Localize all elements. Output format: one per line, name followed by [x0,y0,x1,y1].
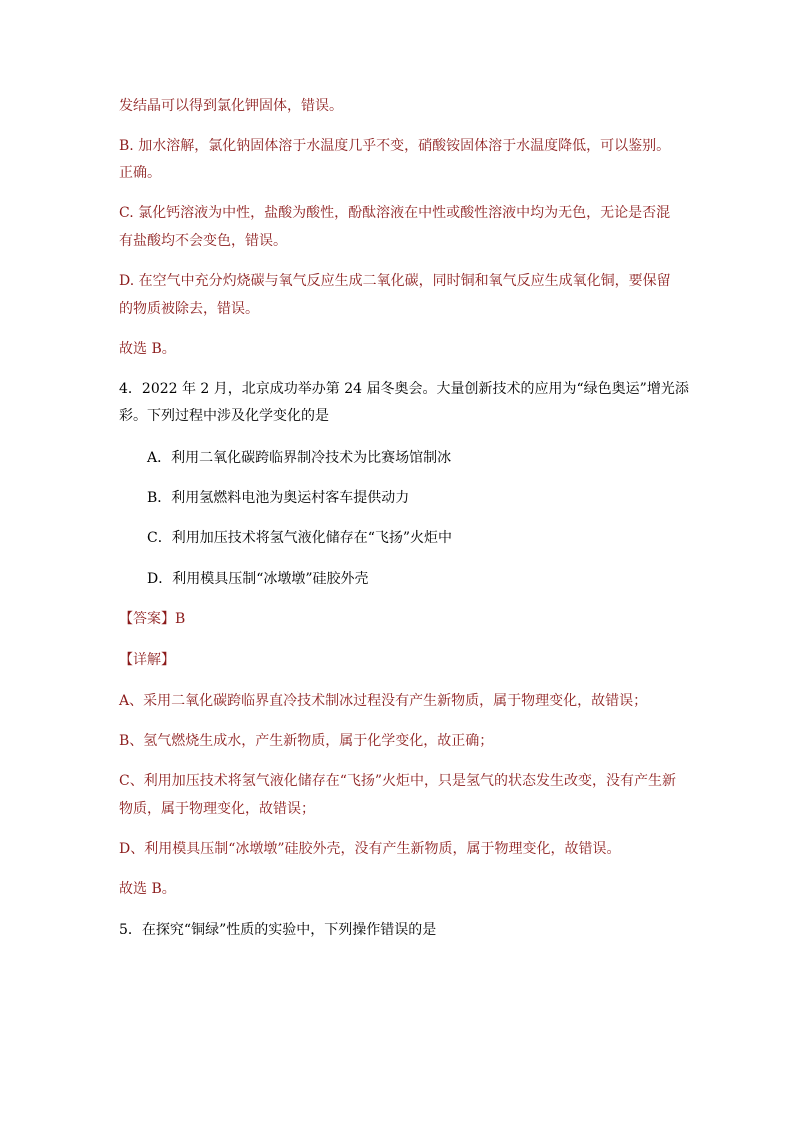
analysis-option-c-line: 有盐酸均不会变色，错误。 [119,233,287,249]
question-4-stem: 彩。下列过程中涉及化学变化的是 [119,408,329,424]
detail-conclusion: 故选 B。 [119,881,176,897]
detail-option-d: D、利用模具压制“冰墩墩”硅胶外壳，没有产生新物质，属于物理变化，故错误。 [119,841,621,857]
question-4-option-a: A．利用二氧化碳跨临界制冷技术为比赛场馆制冰 [147,450,452,466]
analysis-option-c-line: C. 氯化钙溶液为中性，盐酸为酸性，酚酞溶液在中性或酸性溶液中均为无色，无论是否混 [119,205,671,221]
detail-option-c-line: C、利用加压技术将氢气液化储存在“飞扬”火炬中，只是氢气的状态发生改变，没有产生新 [119,773,677,789]
analysis-option-d-line: 的物质被除去，错误。 [119,301,259,317]
analysis-option-d-line: D. 在空气中充分灼烧碳与氧气反应生成二氧化碳，同时铜和氧气反应生成氧化铜，要保留 [119,273,671,289]
detail-heading: 【详解】 [119,652,175,668]
question-4-option-b: B．利用氢燃料电池为奥运村客车提供动力 [147,490,410,506]
detail-option-c-line: 物质，属于物理变化，故错误； [119,801,315,817]
question-4-option-c: C．利用加压技术将氢气液化储存在“飞扬”火炬中 [147,530,453,546]
detail-option-a: A、采用二氧化碳跨临界直冷技术制冰过程没有产生新物质，属于物理变化，故错误； [119,693,648,709]
analysis-conclusion: 故选 B。 [119,341,176,357]
analysis-option-b-line: 正确。 [119,165,161,181]
detail-option-b: B、氢气燃烧生成水，产生新物质，属于化学变化，故正确； [119,733,494,749]
question-5-stem: 5．在探究“铜绿”性质的实验中，下列操作错误的是 [119,922,437,938]
analysis-line: 发结晶可以得到氯化钾固体，错误。 [119,98,343,114]
question-4-stem: 4．2022 年 2 月，北京成功举办第 24 届冬奥会。大量创新技术的应用为“绿色奥运”增光添 [119,381,689,397]
analysis-option-b-line: B. 加水溶解，氯化钠固体溶于水温度几乎不变，硝酸铵固体溶于水温度降低，可以鉴别。 [119,138,671,154]
question-4-option-d: D．利用模具压制“冰墩墩”硅胶外壳 [147,571,369,587]
answer-label: 【答案】B [119,611,186,627]
